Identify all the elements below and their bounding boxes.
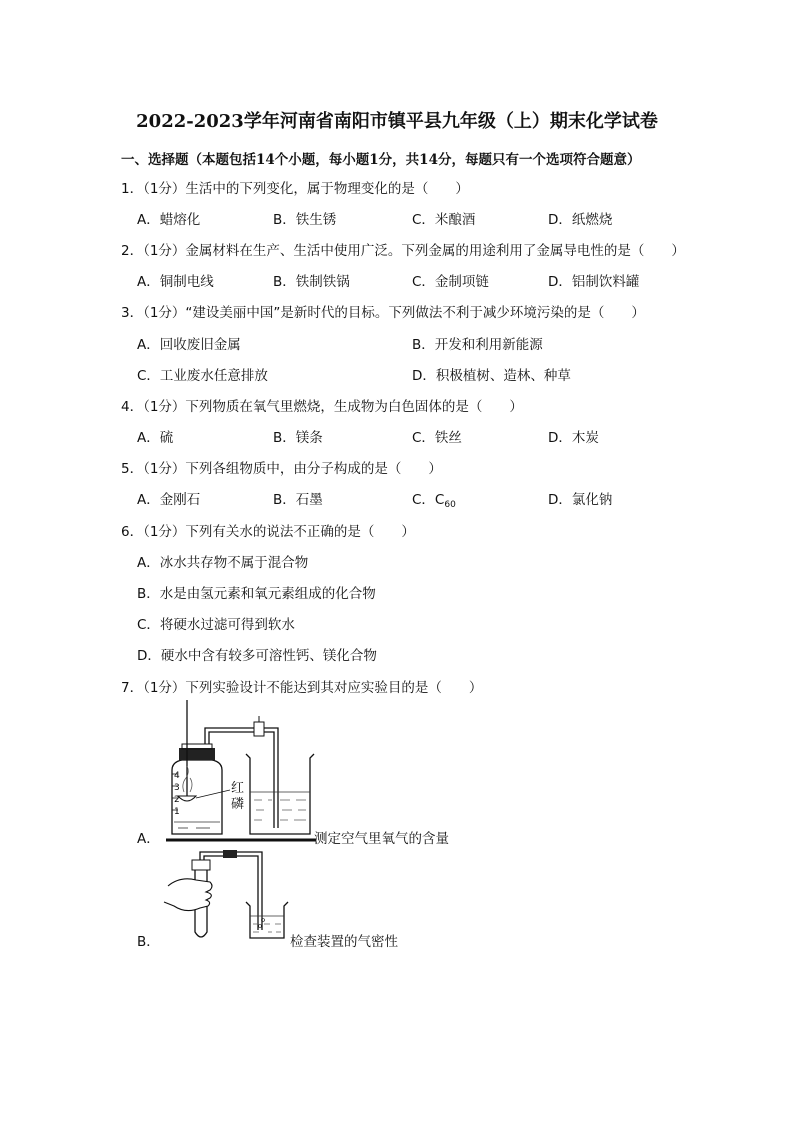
question-2-option-a[interactable]: A．铜制电线: [137, 274, 214, 290]
question-5-option-a[interactable]: A．金刚石: [137, 492, 201, 508]
question-4-stem: 4．（1分）下列物质在氧气里燃烧，生成物为白色固体的是（ ）: [121, 399, 523, 415]
question-3-stem: 3．（1分）“建设美丽中国”是新时代的目标。下列做法不利于减少环境污染的是（ ）: [121, 305, 645, 321]
figure-b-caption: 检查装置的气密性: [290, 934, 398, 950]
question-4-option-c[interactable]: C．铁丝: [412, 430, 462, 446]
question-2-option-b[interactable]: B．铁制铁锅: [273, 274, 350, 290]
scale-mark-4: 4: [174, 771, 180, 781]
scale-mark-3: 3: [174, 783, 180, 793]
question-1-option-b[interactable]: B．铁生锈: [273, 212, 337, 228]
question-1-option-d[interactable]: D．纸燃烧: [548, 212, 613, 228]
question-3-option-a[interactable]: A．回收废旧金属: [137, 337, 241, 353]
scale-mark-2: 2: [174, 795, 180, 805]
question-4-option-a[interactable]: A．硫: [137, 430, 174, 446]
question-5-stem: 5．（1分）下列各组物质中，由分子构成的是（ ）: [121, 461, 442, 477]
question-6-option-c[interactable]: C．将硬水过滤可得到软水: [137, 617, 295, 633]
question-7-option-a[interactable]: A．: [137, 831, 160, 847]
oxygen-measurement-apparatus-figure: [160, 700, 320, 846]
scale-mark-1: 1: [174, 807, 180, 817]
question-7-option-b[interactable]: B．: [137, 934, 160, 950]
question-3-option-b[interactable]: B．开发和利用新能源: [412, 337, 543, 353]
question-5-option-d[interactable]: D．氯化钠: [548, 492, 613, 508]
question-6-option-d[interactable]: D．硬水中含有较多可溶性钙、镁化合物: [137, 648, 377, 664]
question-6-option-b[interactable]: B．水是由氢元素和氧元素组成的化合物: [137, 586, 376, 602]
red-phosphorus-label-1: 红: [231, 781, 245, 796]
question-2-option-d[interactable]: D．铝制饮料罐: [548, 274, 640, 290]
question-1-option-a[interactable]: A．蜡熔化: [137, 212, 201, 228]
question-6-stem: 6．（1分）下列有关水的说法不正确的是（ ）: [121, 524, 415, 540]
question-5-option-c[interactable]: [412, 488, 456, 510]
option-c-formula: C．C: [412, 492, 445, 508]
question-2-stem: 2．（1分）金属材料在生产、生活中使用广泛。下列金属的用途利用了金属导电性的是（ ）: [121, 243, 685, 259]
section-heading: 一、选择题（本题包括14个小题，每小题1分，共14分，每题只有一个选项符合题意）: [121, 152, 641, 168]
question-2-option-c[interactable]: C．金制项链: [412, 274, 489, 290]
question-3-option-c[interactable]: C．工业废水任意排放: [137, 368, 268, 384]
airtightness-check-apparatus-figure: [160, 846, 300, 946]
figure-a-caption: 测定空气里氧气的含量: [314, 831, 449, 847]
question-4-option-d[interactable]: D．木炭: [548, 430, 599, 446]
option-c-subscript: 60: [444, 500, 456, 510]
question-6-option-a[interactable]: A．冰水共存物不属于混合物: [137, 555, 309, 571]
red-phosphorus-label-2: 磷: [231, 797, 245, 812]
question-1-stem: 1．（1分）生活中的下列变化，属于物理变化的是（ ）: [121, 181, 469, 197]
question-3-option-d[interactable]: D．积极植树、造林、种草: [412, 368, 571, 384]
page-title: 2022-2023学年河南省南阳市镇平县九年级（上）期末化学试卷: [136, 111, 658, 132]
question-5-option-b[interactable]: B．石墨: [273, 492, 323, 508]
question-1-option-c[interactable]: C．米酿酒: [412, 212, 476, 228]
question-7-stem: 7．（1分）下列实验设计不能达到其对应实验目的是（ ）: [121, 680, 483, 696]
question-4-option-b[interactable]: B．镁条: [273, 430, 323, 446]
